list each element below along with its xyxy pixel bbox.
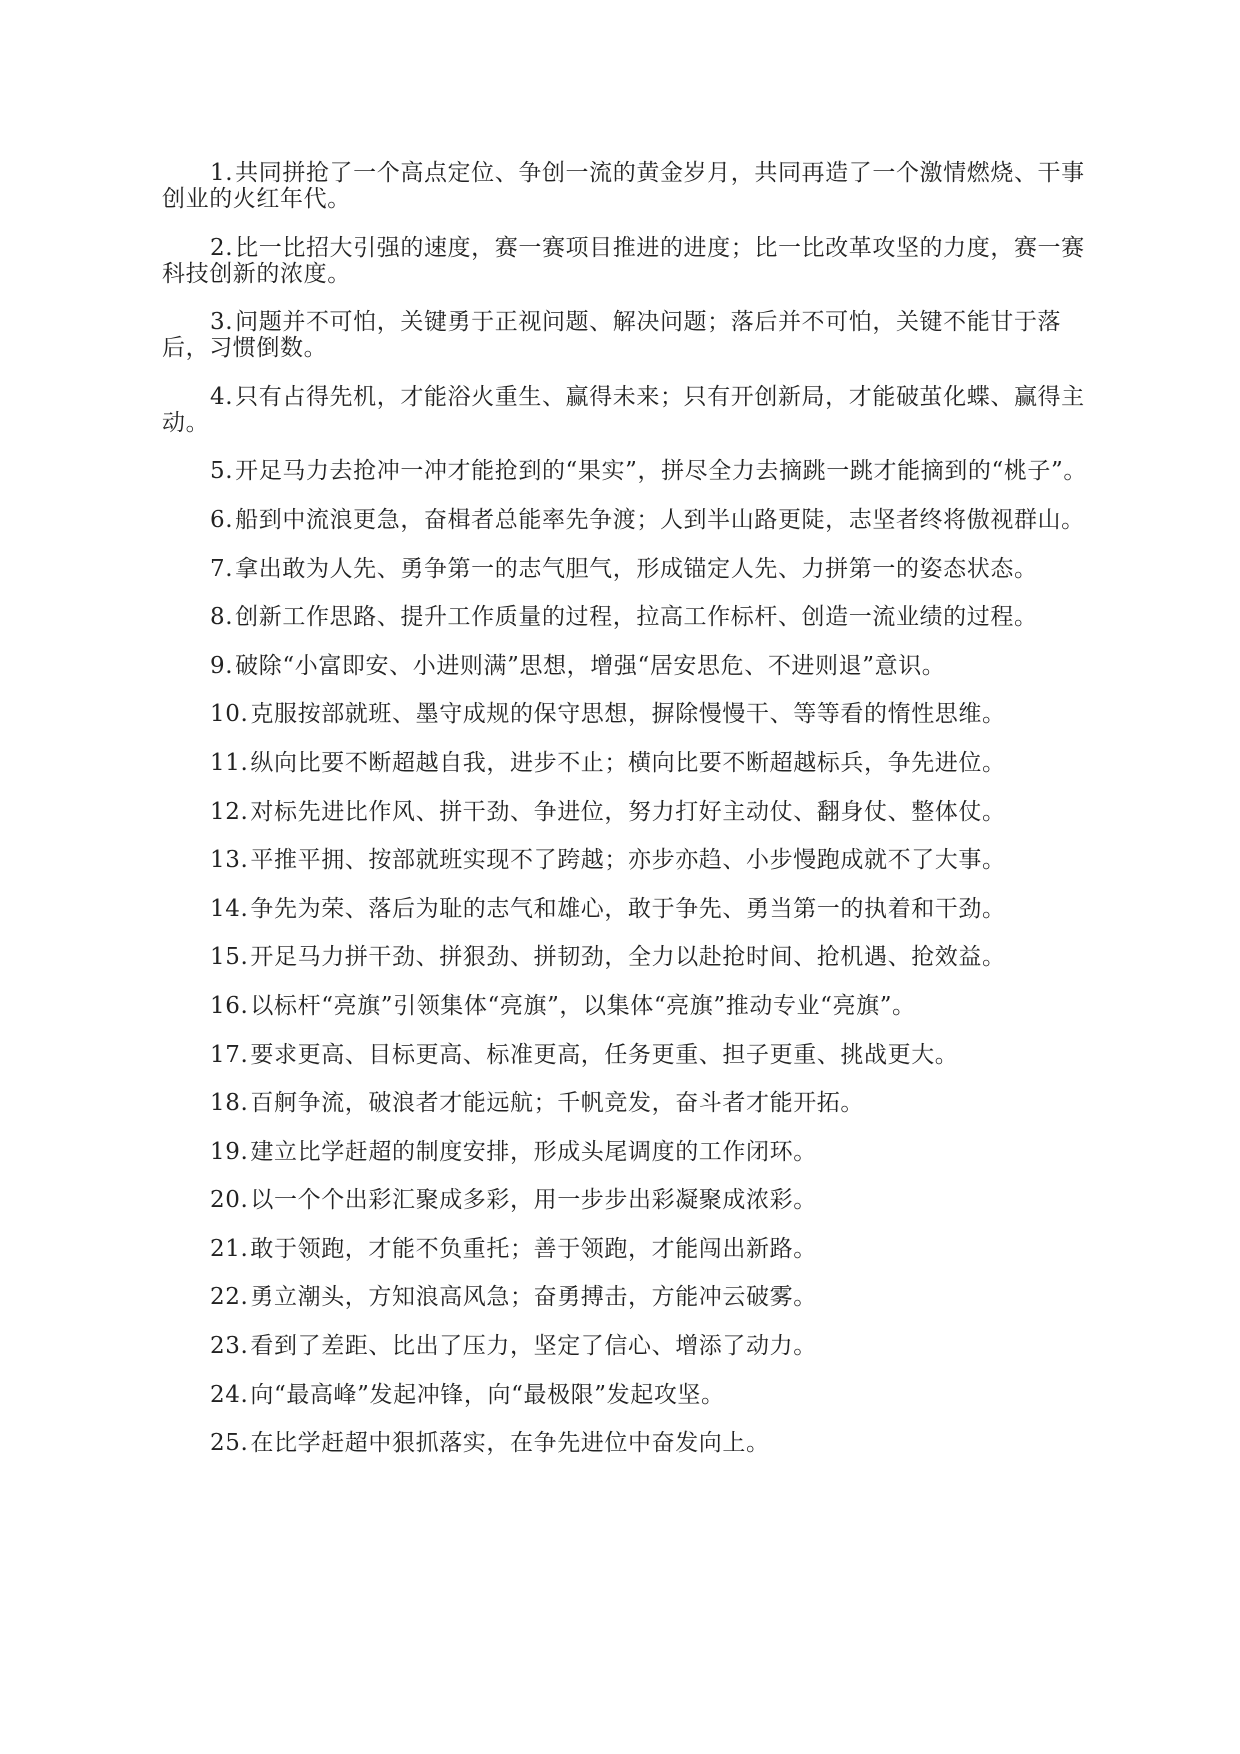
list-item	[162, 556, 1092, 582]
item-number: 21.	[210, 1235, 249, 1262]
list-item	[162, 1139, 1092, 1165]
list-item	[162, 309, 1092, 361]
item-text: 破除“小富即安、小进则满”思想，增强“居安思危、不进则退”意识。	[235, 652, 946, 679]
item-text: 拿出敢为人先、勇争第一的志气胆气，形成锚定人先、力拼第一的姿态状态。	[235, 555, 1038, 582]
item-text: 在比学赶超中狠抓落实，在争先进位中奋发向上。	[250, 1430, 770, 1457]
item-text: 平推平拥、按部就班实现不了跨越；亦步亦趋、小步慢跑成就不了大事。	[250, 847, 1006, 874]
item-text: 以标杆“亮旗”引领集体“亮旗”，以集体“亮旗”推动专业“亮旗”。	[250, 992, 916, 1019]
item-text: 争先为荣、落后为耻的志气和雄心，敢于争先、勇当第一的执着和干劲。	[250, 895, 1006, 922]
list-item	[162, 896, 1092, 922]
item-text: 纵向比要不断超越自我，进步不止；横向比要不断超越标兵，争先进位。	[250, 749, 1006, 776]
item-number: 2.	[210, 234, 234, 261]
item-number: 7.	[210, 555, 234, 582]
item-number: 4.	[210, 383, 234, 410]
list-item	[162, 1090, 1092, 1116]
item-text: 百舸争流，破浪者才能远航；千帆竞发，奋斗者才能开拓。	[250, 1090, 864, 1117]
list-item	[162, 799, 1092, 825]
item-text: 向“最高峰”发起冲锋，向“最极限”发起攻坚。	[250, 1381, 725, 1408]
item-number: 13.	[210, 847, 249, 874]
item-text: 要求更高、目标更高、标准更高，任务更重、担子更重、挑战更大。	[250, 1041, 959, 1068]
item-text: 创新工作思路、提升工作质量的过程，拉高工作标杆、创造一流业绩的过程。	[235, 604, 1038, 631]
list-item	[162, 750, 1092, 776]
item-text: 对标先进比作风、拼干劲、争进位，努力打好主动仗、翻身仗、整体仗。	[250, 798, 1006, 825]
item-text: 敢于领跑，才能不负重托；善于领跑，才能闯出新路。	[250, 1235, 817, 1262]
item-number: 25.	[210, 1430, 249, 1457]
list-item	[162, 1382, 1092, 1408]
item-number: 15.	[210, 944, 249, 971]
item-text: 共同拼抢了一个高点定位、争创一流的黄金岁月，共同再造了一个激情燃烧、干事创业的火红年代。	[162, 160, 1085, 212]
item-text: 开足马力拼干劲、拼狠劲、拼韧劲，全力以赴抢时间、抢机遇、抢效益。	[250, 944, 1006, 971]
list-item	[162, 701, 1092, 727]
list-item	[162, 458, 1092, 484]
item-number: 19.	[210, 1138, 249, 1165]
list-item	[162, 847, 1092, 873]
list-item	[162, 1236, 1092, 1262]
item-text: 开足马力去抢冲一冲才能抢到的“果实”，拼尽全力去摘跳一跳才能摘到的“桃子”。	[235, 458, 1087, 485]
item-text: 以一个个出彩汇聚成多彩，用一步步出彩凝聚成浓彩。	[250, 1187, 817, 1214]
item-number: 14.	[210, 895, 249, 922]
item-text: 勇立潮头，方知浪高风急；奋勇搏击，方能冲云破雾。	[250, 1284, 817, 1311]
item-number: 11.	[210, 749, 249, 776]
list-item	[162, 604, 1092, 630]
item-number: 1.	[210, 160, 234, 186]
list-item	[162, 384, 1092, 436]
item-number: 3.	[210, 309, 234, 336]
item-text: 问题并不可怕，关键勇于正视问题、解决问题；落后并不可怕，关键不能甘于落后，习惯倒数。	[162, 309, 1062, 362]
item-number: 6.	[210, 506, 234, 533]
item-text: 建立比学赶超的制度安排，形成头尾调度的工作闭环。	[250, 1138, 817, 1165]
list-item	[162, 944, 1092, 970]
item-text: 比一比招大引强的速度，赛一赛项目推进的进度；比一比改革攻坚的力度，赛一赛科技创新的浓度。	[162, 234, 1085, 287]
item-text: 船到中流浪更急，奋楫者总能率先争渡；人到半山路更陡，志坚者终将傲视群山。	[235, 506, 1085, 533]
item-number: 9.	[210, 652, 234, 679]
item-number: 5.	[210, 458, 234, 485]
list-item	[162, 1430, 1092, 1456]
list-item	[162, 1187, 1092, 1213]
list-item	[162, 1042, 1092, 1068]
list-item	[162, 507, 1092, 533]
list-item	[162, 993, 1092, 1019]
list-item	[162, 160, 1092, 212]
item-text: 克服按部就班、墨守成规的保守思想，摒除慢慢干、等等看的惰性思维。	[250, 701, 1006, 728]
item-number: 22.	[210, 1284, 249, 1311]
item-number: 8.	[210, 604, 234, 631]
list-item	[162, 1284, 1092, 1310]
item-number: 10.	[210, 701, 249, 728]
document-body	[162, 160, 1092, 1479]
item-number: 12.	[210, 798, 249, 825]
item-text: 只有占得先机，才能浴火重生、赢得未来；只有开创新局，才能破茧化蝶、赢得主动。	[162, 383, 1085, 436]
item-text: 看到了差距、比出了压力，坚定了信心、增添了动力。	[250, 1333, 817, 1360]
item-number: 23.	[210, 1333, 249, 1360]
item-number: 16.	[210, 992, 249, 1019]
item-number: 18.	[210, 1090, 249, 1117]
list-item	[162, 235, 1092, 287]
item-number: 24.	[210, 1381, 249, 1408]
item-number: 20.	[210, 1187, 249, 1214]
list-item	[162, 1333, 1092, 1359]
list-item	[162, 653, 1092, 679]
item-number: 17.	[210, 1041, 249, 1068]
